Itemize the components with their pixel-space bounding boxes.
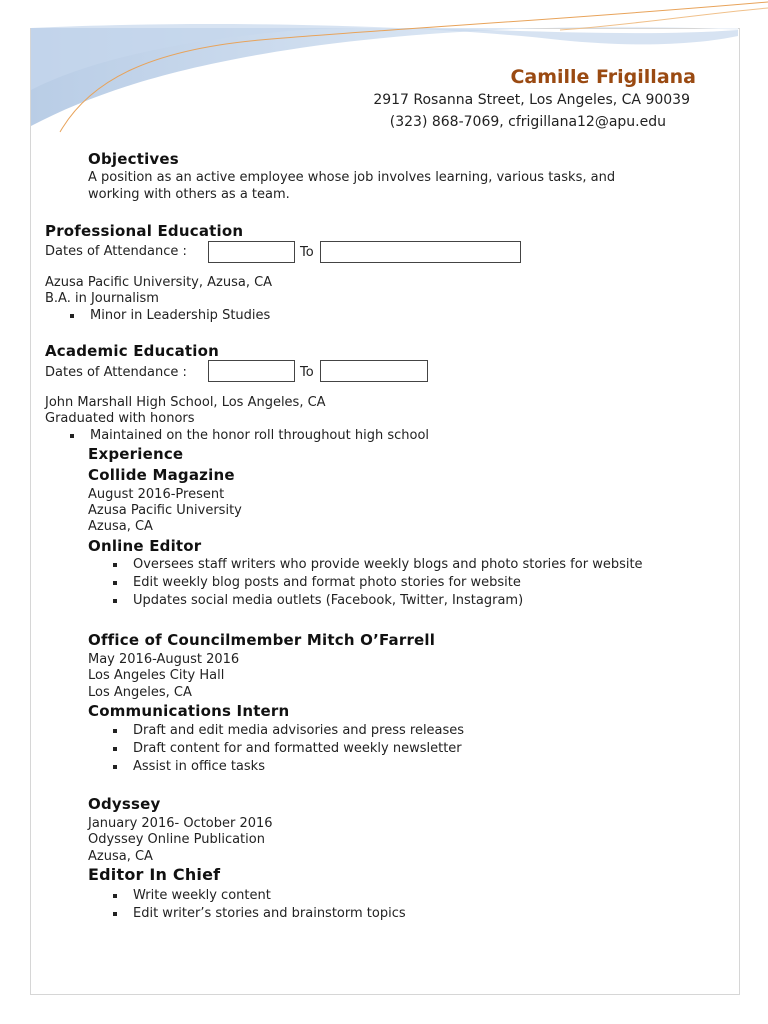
professional-education-heading: Professional Education: [45, 222, 244, 240]
job-1-organization: Collide Magazine: [88, 466, 235, 484]
applicant-contact: (323) 868-7069, cfrigillana12@apu.edu: [389, 114, 666, 130]
experience-heading: Experience: [88, 445, 184, 463]
professional-from-date-field[interactable]: [208, 241, 295, 263]
professional-degree: B.A. in Journalism: [45, 291, 159, 306]
job-3-bullets: [133, 887, 406, 923]
list-item: Assist in office tasks: [133, 758, 464, 776]
job-2-organization: Office of Councilmember Mitch O’Farrell: [88, 631, 436, 649]
academic-education-bullets: [90, 427, 429, 445]
job-3-place: Odyssey Online Publication: [88, 832, 265, 847]
job-2-location: Los Angeles, CA: [88, 685, 192, 700]
objectives-heading: Objectives: [88, 150, 179, 168]
job-1-dates: August 2016-Present: [88, 487, 225, 502]
job-2-place: Los Angeles City Hall: [88, 668, 225, 683]
objectives-text-line1: A position as an active employee whose job involves learning, various tasks, and: [88, 170, 616, 185]
academic-to-label: To: [300, 365, 314, 380]
job-1-title: Online Editor: [88, 537, 202, 555]
professional-school: Azusa Pacific University, Azusa, CA: [45, 275, 273, 290]
objectives-text-line2: working with others as a team.: [88, 187, 290, 202]
job-2-dates: May 2016-August 2016: [88, 652, 240, 667]
professional-dates-label: Dates of Attendance :: [45, 244, 187, 259]
professional-education-bullets: [90, 307, 270, 325]
job-3-organization: Odyssey: [88, 795, 161, 813]
job-2-title: Communications Intern: [88, 702, 290, 720]
professional-to-label: To: [300, 245, 314, 260]
list-item: Edit writer’s stories and brainstorm topics: [133, 906, 406, 921]
list-item: Write weekly content: [133, 887, 406, 905]
academic-note: Graduated with honors: [45, 411, 195, 426]
job-2-bullets: [133, 722, 464, 776]
applicant-address: 2917 Rosanna Street, Los Angeles, CA 90039: [373, 92, 690, 108]
professional-to-date-field[interactable]: [320, 241, 521, 263]
list-item: Updates social media outlets (Facebook, Twitter, Instagram): [133, 592, 643, 610]
list-item: Maintained on the honor roll throughout high school: [90, 428, 430, 443]
job-3-title: Editor In Chief: [88, 865, 221, 884]
applicant-name: Camille Frigillana: [510, 66, 696, 88]
list-item: Draft and edit media advisories and press releases: [133, 723, 465, 738]
academic-school: John Marshall High School, Los Angeles, CA: [45, 395, 326, 410]
list-item: Minor in Leadership Studies: [90, 308, 271, 323]
list-item: Edit weekly blog posts and format photo stories for website: [133, 574, 643, 592]
job-1-bullets: [133, 556, 643, 610]
job-3-location: Azusa, CA: [88, 849, 153, 864]
academic-to-date-field[interactable]: [320, 360, 428, 382]
list-item: Oversees staff writers who provide weekly blogs and photo stories for website: [133, 557, 643, 572]
academic-from-date-field[interactable]: [208, 360, 295, 382]
academic-education-heading: Academic Education: [45, 342, 219, 360]
job-1-location: Azusa, CA: [88, 519, 153, 534]
academic-dates-label: Dates of Attendance :: [45, 365, 187, 380]
job-1-place: Azusa Pacific University: [88, 503, 242, 518]
job-3-dates: January 2016- October 2016: [88, 816, 273, 831]
list-item: Draft content for and formatted weekly newsletter: [133, 740, 464, 758]
